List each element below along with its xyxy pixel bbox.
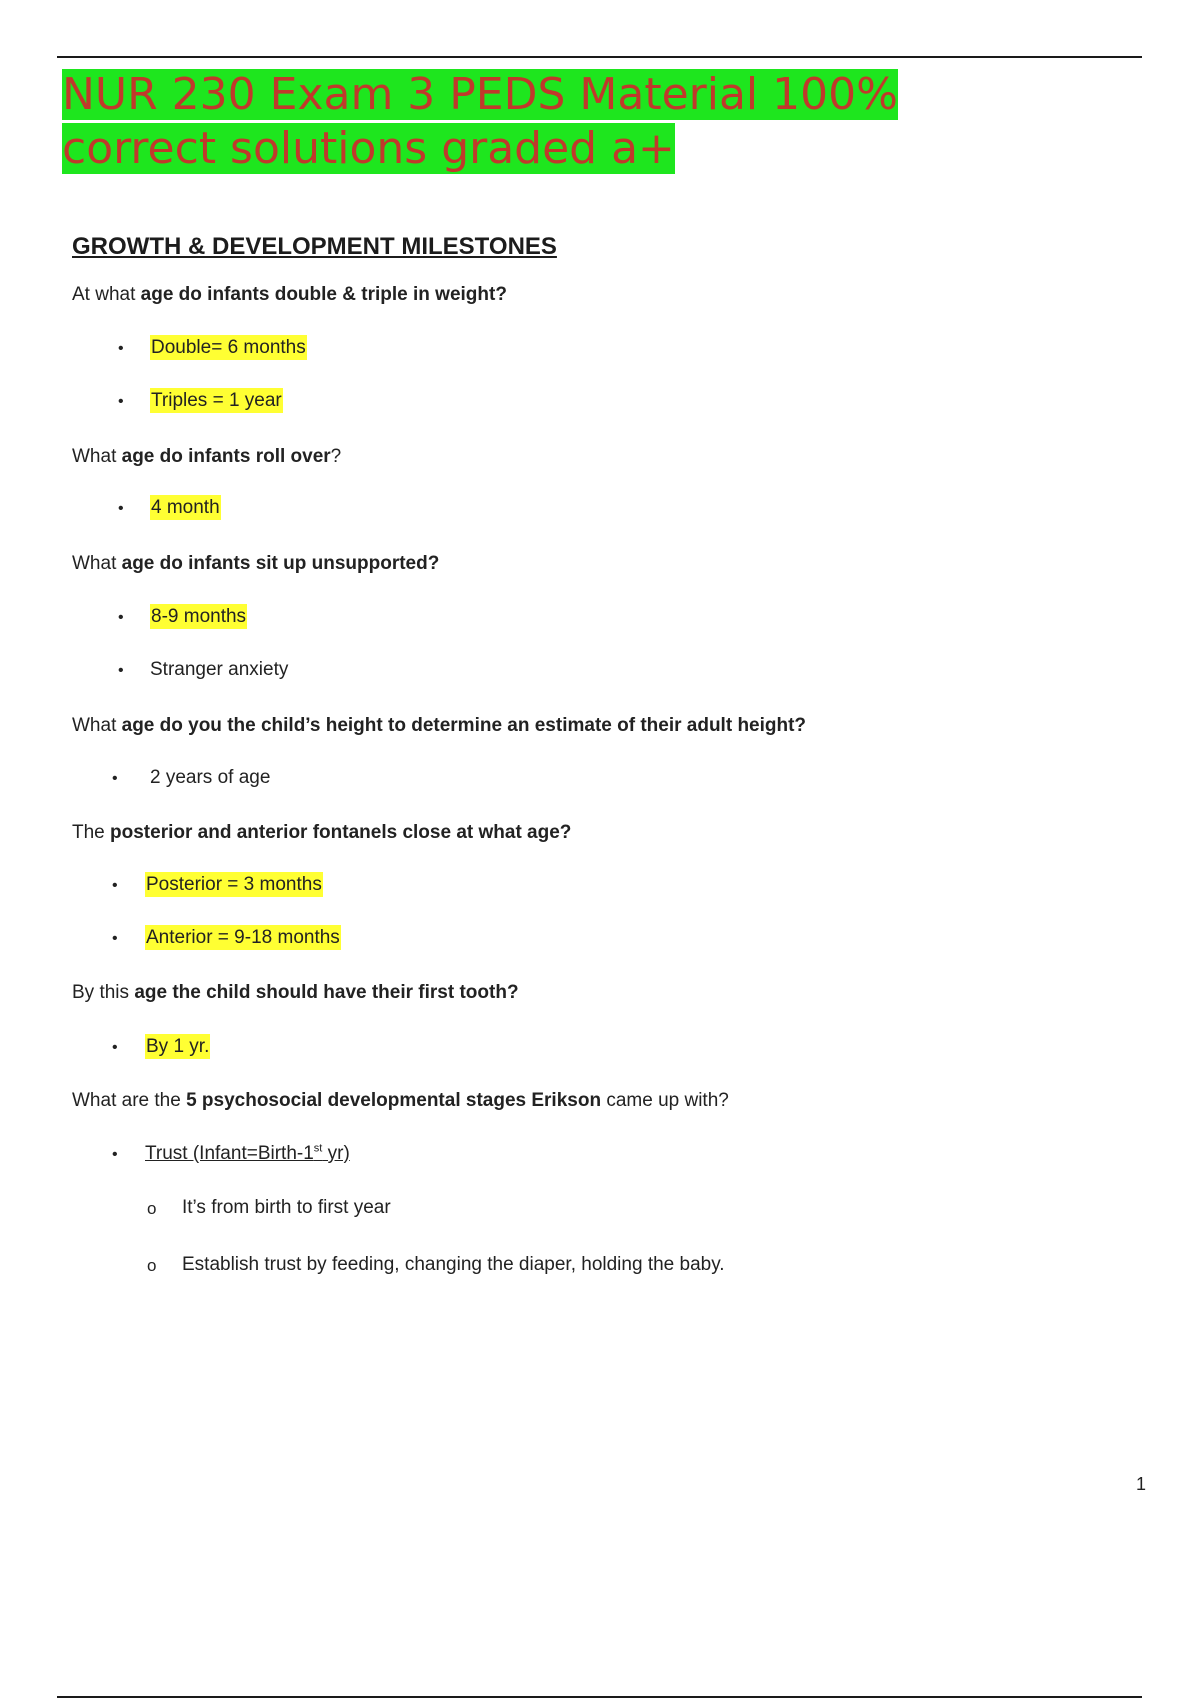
bullet-icon: • bbox=[112, 770, 118, 787]
bullet-icon: • bbox=[118, 609, 124, 626]
document-title: NUR 230 Exam 3 PEDS Material 100% correct solutions graded a+ bbox=[62, 69, 898, 174]
bullet-icon: • bbox=[118, 340, 124, 357]
answer-stranger-anxiety: Stranger anxiety bbox=[150, 659, 289, 680]
bullet-icon: • bbox=[112, 1146, 118, 1163]
question-first-tooth: By this age the child should have their first tooth? bbox=[72, 982, 519, 1003]
trust-detail-1: It’s from birth to first year bbox=[182, 1197, 391, 1218]
bullet-icon: • bbox=[118, 393, 124, 410]
bullet-icon: • bbox=[112, 877, 118, 894]
question-adult-height: What age do you the child’s height to determine an estimate of their adult height? bbox=[72, 715, 807, 736]
question-sit-up: What age do infants sit up unsupported? bbox=[72, 553, 440, 574]
question-fontanels: The posterior and anterior fontanels close at what age? bbox=[72, 822, 572, 843]
answer-roll-over: 4 month bbox=[151, 497, 220, 518]
sub-bullet-icon: o bbox=[147, 1256, 157, 1275]
stage-trust: Trust (Infant=Birth-1st yr) bbox=[145, 1142, 350, 1164]
answer-anterior: Anterior = 9-18 months bbox=[146, 927, 340, 948]
section-heading: GROWTH & DEVELOPMENT MILESTONES bbox=[72, 233, 557, 260]
question-erikson-stages: What are the 5 psychosocial developmental stages Erikson came up with? bbox=[72, 1090, 729, 1111]
answer-sit-up: 8-9 months bbox=[151, 606, 247, 627]
sub-bullet-icon: o bbox=[147, 1199, 157, 1218]
answer-posterior: Posterior = 3 months bbox=[146, 874, 322, 895]
question-roll-over: What age do infants roll over? bbox=[72, 446, 342, 467]
bottom-rule bbox=[57, 1696, 1142, 1698]
question-double-triple-weight: At what age do infants double & triple in weight? bbox=[72, 284, 507, 305]
answer-first-tooth: By 1 yr. bbox=[146, 1036, 210, 1057]
answer-triples: Triples = 1 year bbox=[151, 390, 282, 411]
answer-adult-height: 2 years of age bbox=[150, 767, 271, 788]
page-number: 1 bbox=[1136, 1474, 1147, 1494]
answer-double: Double= 6 months bbox=[151, 337, 306, 358]
bullet-icon: • bbox=[118, 662, 124, 679]
bullet-icon: • bbox=[118, 500, 124, 517]
bullet-icon: • bbox=[112, 1039, 118, 1056]
top-rule bbox=[57, 56, 1142, 58]
trust-detail-2: Establish trust by feeding, changing the diaper, holding the baby. bbox=[182, 1254, 725, 1275]
bullet-icon: • bbox=[112, 930, 118, 947]
